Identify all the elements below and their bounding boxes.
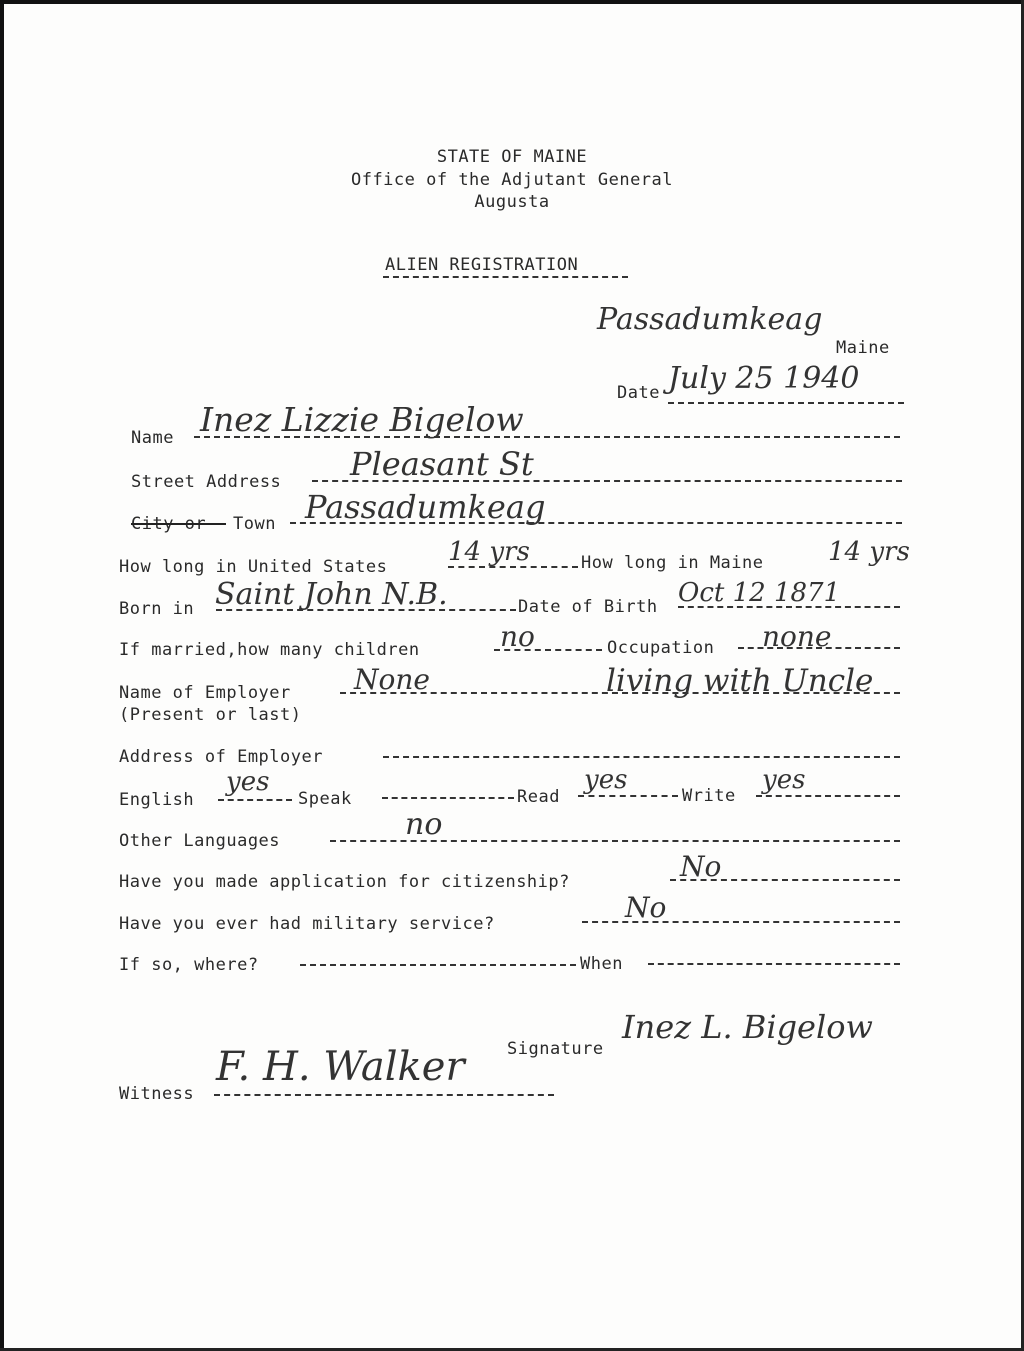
how-long-maine-value: 14 yrs <box>828 537 910 567</box>
name-value: Inez Lizzie Bigelow <box>200 400 524 439</box>
born-in-label: Born in <box>119 599 195 619</box>
employer-sublabel: (Present or last) <box>119 705 302 725</box>
town-line <box>290 522 902 524</box>
header-city: Augusta <box>474 192 550 212</box>
children-line <box>494 649 602 651</box>
read-value: yes <box>584 765 628 795</box>
employer-address-label: Address of Employer <box>119 747 323 767</box>
born-in-line <box>216 609 516 611</box>
occupation-value: none <box>762 620 832 653</box>
scan-border-top <box>0 0 1024 4</box>
write-value: yes <box>762 765 806 795</box>
citizenship-label: Have you made application for citizenship? <box>119 872 570 892</box>
employer-address-line <box>383 756 900 758</box>
date-label: Date <box>617 383 660 403</box>
military-label: Have you ever had military service? <box>119 914 495 934</box>
city-strikethrough <box>131 523 226 525</box>
place-state-label: Maine <box>836 338 890 358</box>
when-label: When <box>580 954 623 974</box>
write-line <box>756 795 900 797</box>
where-label: If so, where? <box>119 955 259 975</box>
place-town-handwritten: Passadumkeag <box>597 302 823 337</box>
dob-line <box>678 606 900 608</box>
dob-label: Date of Birth <box>518 597 658 617</box>
how-long-us-line <box>448 566 578 568</box>
date-value: July 25 1940 <box>668 361 860 396</box>
employer-label: Name of Employer <box>119 683 291 703</box>
other-languages-line <box>330 840 900 842</box>
children-value: no <box>500 620 535 653</box>
witness-label: Witness <box>119 1084 195 1104</box>
where-line <box>300 964 576 966</box>
form-title: ALIEN REGISTRATION <box>385 255 579 275</box>
witness-value: F. H. Walker <box>216 1044 465 1090</box>
occupation-line <box>738 647 900 649</box>
employer-note: living with Uncle <box>606 663 874 699</box>
when-line <box>648 963 900 965</box>
name-line <box>194 436 900 438</box>
english-label: English <box>119 790 195 810</box>
military-value: No <box>625 891 667 924</box>
children-label: If married,how many children <box>119 640 420 660</box>
speak-line <box>382 797 514 799</box>
employer-line <box>340 692 900 694</box>
born-in-value: Saint John N.B. <box>215 577 448 612</box>
header-office: Office of the Adjutant General <box>350 170 674 190</box>
other-languages-value: no <box>405 807 443 842</box>
signature-value: Inez L. Bigelow <box>622 1008 873 1046</box>
town-value: Passadumkeag <box>305 488 546 526</box>
street-label: Street Address <box>131 472 282 492</box>
town-label: Town <box>233 514 276 534</box>
employer-value: None <box>354 663 430 696</box>
street-value: Pleasant St <box>350 445 534 483</box>
english-value: yes <box>226 767 270 797</box>
citizenship-value: No <box>680 850 722 883</box>
read-line <box>578 795 678 797</box>
date-line <box>668 402 904 404</box>
signature-label: Signature <box>507 1039 604 1059</box>
military-line <box>582 921 900 923</box>
how-long-us-label: How long in United States <box>119 557 388 577</box>
header-state: STATE OF MAINE <box>436 147 588 167</box>
dob-value: Oct 12 1871 <box>678 578 841 608</box>
occupation-label: Occupation <box>607 638 715 658</box>
other-languages-label: Other Languages <box>119 831 281 851</box>
write-label: Write <box>682 786 736 806</box>
speak-label: Speak <box>298 789 352 809</box>
form-title-underline <box>383 276 628 278</box>
read-label: Read <box>517 787 560 807</box>
name-label: Name <box>131 428 174 448</box>
street-line <box>312 480 902 482</box>
how-long-us-value: 14 yrs <box>448 537 530 567</box>
city-label-struck: City or <box>131 514 207 534</box>
citizenship-line <box>670 879 900 881</box>
witness-line <box>214 1094 554 1096</box>
how-long-maine-label: How long in Maine <box>581 553 764 573</box>
english-line <box>218 799 292 801</box>
